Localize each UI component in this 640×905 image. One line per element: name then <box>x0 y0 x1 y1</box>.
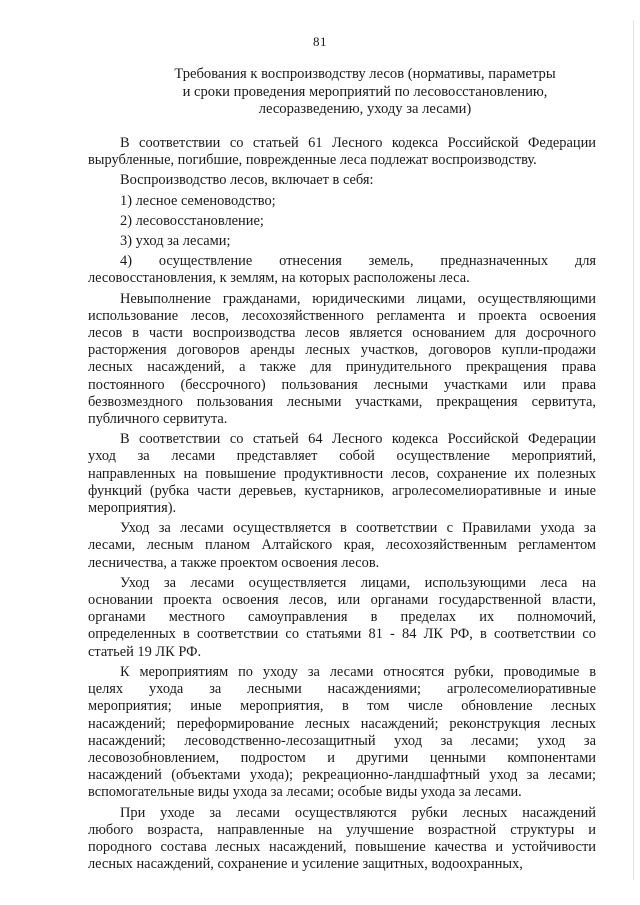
text-line: основании проекта освоения лесов, или органами государственной власти, <box>88 592 596 609</box>
text-line: лесами, лесным планом Алтайского края, лесохозяйственным регламентом <box>88 537 596 554</box>
paragraph <box>88 135 596 169</box>
text-line: К мероприятиям по уходу за лесами относятся рубки, проводимые в <box>120 663 596 680</box>
text-line: Невыполнение гражданами, юридическими лицами, осуществляющими <box>120 290 596 307</box>
text-line: публичного сервитута. <box>88 411 228 428</box>
heading-line: лесоразведению, уходу за лесами) <box>258 101 472 117</box>
text-line: безвозмездного пользования лесными участками, прекращения сервитута, <box>88 393 596 410</box>
paragraph <box>88 575 596 661</box>
text-line: любого возраста, направленные на улучшение возрастной структуры и <box>88 821 596 838</box>
paragraph <box>88 172 596 189</box>
text-line: насаждений; лесоводственно-лесозащитный уход за лесами; уход за <box>88 732 596 749</box>
text-line: мероприятия; иные мероприятия, в том числе обновление лесных <box>88 698 596 715</box>
text-line: В соответствии со статьей 64 Лесного кодекса Российской Федерации <box>120 431 596 448</box>
heading-line: и сроки проведения мероприятий по лесовосстановлению, <box>182 83 548 100</box>
text-line: функций (рубка части деревьев, кустарников, агролесомелиоративные и иные <box>88 482 596 499</box>
text-line: насаждений; переформирование лесных насаждений; реконструкция лесных <box>88 715 596 732</box>
text-line: вырубленные, погибшие, поврежденные леса подлежат воспроизводству. <box>88 152 537 169</box>
text-line: определенных в соответствии со статьями 81 - 84 ЛК РФ, в соответствии со <box>88 626 596 643</box>
document-heading <box>150 66 580 119</box>
text-line: 1) лесное семеноводство; <box>120 192 276 209</box>
text-line: Уход за лесами осуществляется в соответствии с Правилами ухода за <box>120 520 596 537</box>
text-line: лесовозобновлением, подростом и другими ценными компонентами <box>88 749 596 766</box>
text-line: использование лесов, лесохозяйственного регламента и проекта освоения <box>88 307 596 324</box>
text-line: постоянного (бессрочного) пользования лесными участками или права <box>88 376 596 393</box>
paragraph <box>88 431 596 517</box>
paragraph <box>88 253 596 287</box>
text-line: 4) осуществление отнесения земель, предназначенных для <box>120 253 596 270</box>
heading-line: Требования к воспроизводству лесов (нормативы, параметры <box>174 66 556 82</box>
text-line: породного состава лесных насаждений, повышение качества и устойчивости <box>88 838 596 855</box>
text-line: 2) лесовосстановление; <box>120 212 264 229</box>
text-line: уход за лесами представляет собой осуществление мероприятий, <box>88 448 596 465</box>
document-body <box>88 135 596 876</box>
text-line: направленных на повышение продуктивности лесов, сохранение их полезных <box>88 465 596 482</box>
text-line: 3) уход за лесами; <box>120 233 231 250</box>
text-line: Уход за лесами осуществляется лицами, использующими леса на <box>120 574 596 591</box>
text-line: лесовосстановления, к землям, на которых расположены леса. <box>88 270 470 287</box>
text-line: Воспроизводство лесов, включает в себя: <box>120 172 374 189</box>
text-line: вспомогательные виды ухода за лесами; особые виды ухода за лесами. <box>88 784 522 801</box>
paragraph <box>88 291 596 429</box>
text-line: целях ухода за лесными насаждениями; агролесомелиоративные <box>88 681 596 698</box>
text-line: органами местного самоуправления в пределах их полномочий, <box>88 609 596 626</box>
text-line: лесных насаждений, а также для принудительного прекращения права <box>88 359 596 376</box>
text-line: лесных насаждений, сохранение и усиление защитных, водоохранных, <box>88 856 523 873</box>
text-line: При уходе за лесами осуществляются рубки лесных насаждений <box>120 804 596 821</box>
text-line: лесов в части воспроизводства лесов является основанием для досрочного <box>88 325 596 342</box>
text-line: статьей 19 ЛК РФ. <box>88 643 202 660</box>
text-line: насаждений (объектами ухода); рекреационно-ландшафтный уход за лесами; <box>88 767 596 784</box>
paragraph <box>88 193 596 210</box>
paragraph <box>88 520 596 572</box>
paragraph <box>88 805 596 874</box>
text-line: лесничества, а также проектом освоения лесов. <box>88 554 380 571</box>
scan-edge-shadow <box>633 20 634 880</box>
text-line: расторжения договоров аренды лесных участков, договоров купли-продажи <box>88 342 596 359</box>
paragraph <box>88 664 596 802</box>
paragraph <box>88 213 596 230</box>
text-line: В соответствии со статьей 61 Лесного кодекса Российской Федерации <box>120 135 596 151</box>
page-number: 81 <box>313 34 327 49</box>
text-line: мероприятия). <box>88 500 177 517</box>
paragraph <box>88 233 596 250</box>
